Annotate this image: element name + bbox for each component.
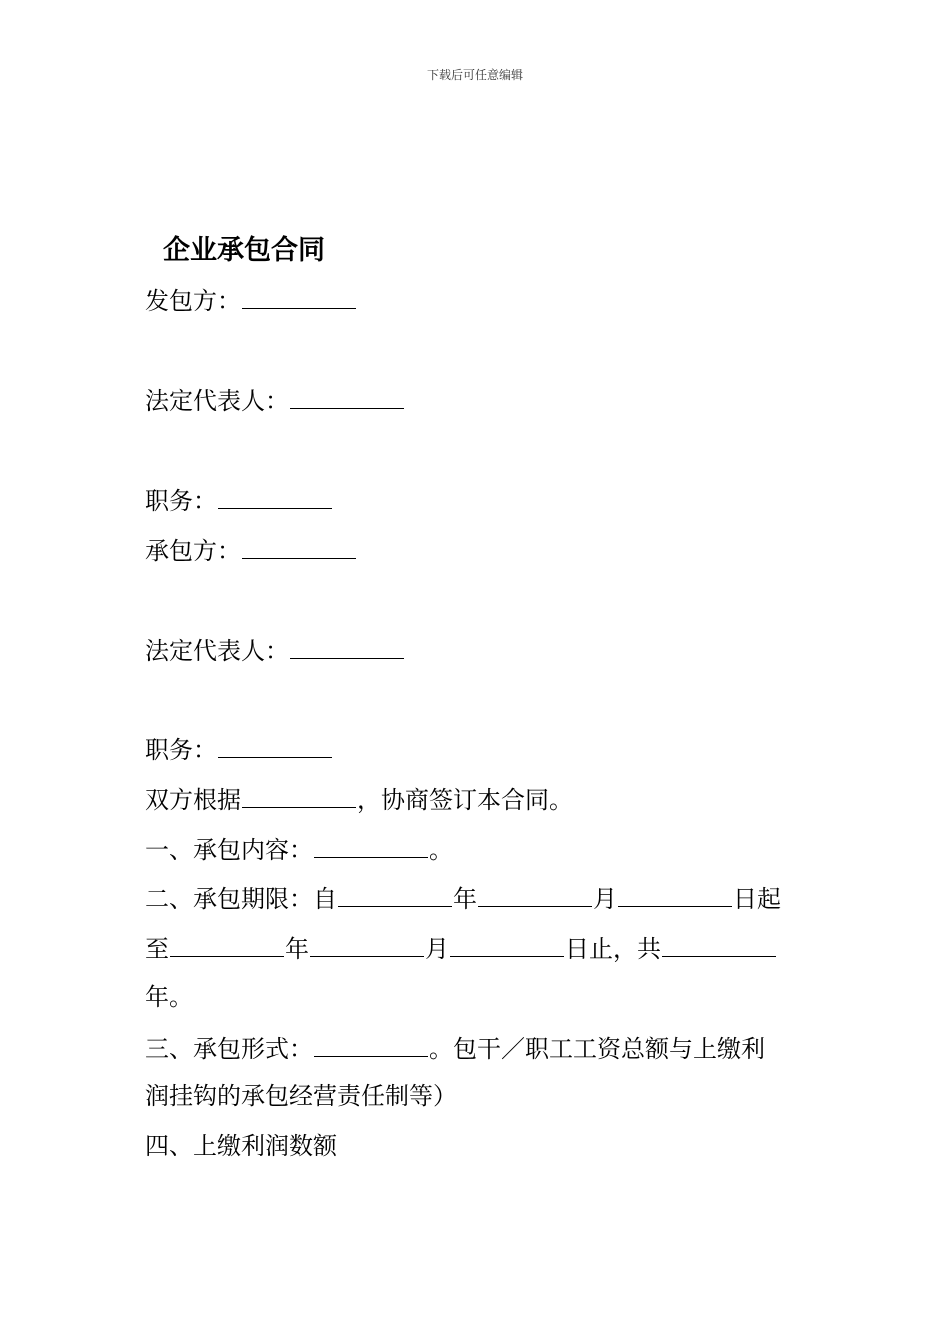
party-b-position-blank[interactable] [218, 733, 332, 758]
section-1-line [145, 833, 453, 865]
intro-basis-blank[interactable] [242, 783, 356, 808]
end-year-unit: 年 [285, 935, 309, 963]
party-a-blank[interactable] [242, 284, 356, 309]
section-2-line-1 [145, 882, 781, 914]
start-day-unit: 日起 [733, 885, 781, 913]
contract-form-blank[interactable] [314, 1032, 428, 1057]
section-1-label: 一、承包内容： [145, 836, 313, 864]
section-3-label: 三、承包形式： [145, 1035, 313, 1063]
end-month-unit: 月 [425, 935, 449, 963]
party-a-rep-blank[interactable] [290, 384, 404, 409]
section-3-line-2 [145, 1081, 457, 1111]
party-a-label: 发包方： [145, 287, 241, 315]
start-year-unit: 年 [453, 885, 477, 913]
party-a-rep-label: 法定代表人： [145, 387, 289, 415]
party-a-position-line [145, 484, 333, 516]
total-years-unit: 年。 [145, 983, 193, 1011]
party-b-rep-line [145, 634, 405, 666]
total-years-blank[interactable] [662, 932, 776, 957]
section-3-continued: 润挂钩的承包经营责任制等） [145, 1082, 457, 1110]
end-day-unit: 日止，共 [565, 935, 661, 963]
party-a-rep-line [145, 384, 405, 416]
contract-content-blank[interactable] [314, 833, 428, 858]
party-b-blank[interactable] [242, 534, 356, 559]
end-year-blank[interactable] [170, 932, 284, 957]
party-b-position-line [145, 733, 333, 765]
start-day-blank[interactable] [618, 882, 732, 907]
section-4-heading: 四、上缴利润数额 [145, 1132, 337, 1160]
section-2-label: 二、承包期限：自 [145, 885, 337, 913]
start-month-blank[interactable] [478, 882, 592, 907]
section-3-line-1 [145, 1032, 765, 1064]
party-a-position-label: 职务： [145, 487, 217, 515]
section-1-end: 。 [429, 836, 453, 864]
party-b-position-label: 职务： [145, 736, 217, 764]
party-a-line [145, 284, 357, 316]
start-year-blank[interactable] [338, 882, 452, 907]
party-b-rep-blank[interactable] [290, 634, 404, 659]
intro-post: ，协商签订本合同。 [357, 786, 573, 814]
start-month-unit: 月 [593, 885, 617, 913]
section-2-line-3 [145, 982, 193, 1012]
section-4-line [145, 1131, 337, 1161]
intro-line [145, 783, 573, 815]
section-3-text: 。包干／职工工资总额与上缴利 [429, 1035, 765, 1063]
page-header-note: 下载后可任意编辑 [426, 68, 523, 82]
party-b-label: 承包方： [145, 537, 241, 565]
end-month-blank[interactable] [310, 932, 424, 957]
to-label: 至 [145, 935, 169, 963]
party-b-line [145, 534, 357, 566]
end-day-blank[interactable] [450, 932, 564, 957]
intro-pre: 双方根据 [145, 786, 241, 814]
document-title: 企业承包合同 [163, 235, 325, 266]
party-b-rep-label: 法定代表人： [145, 637, 289, 665]
party-a-position-blank[interactable] [218, 484, 332, 509]
section-2-line-2 [145, 932, 777, 964]
